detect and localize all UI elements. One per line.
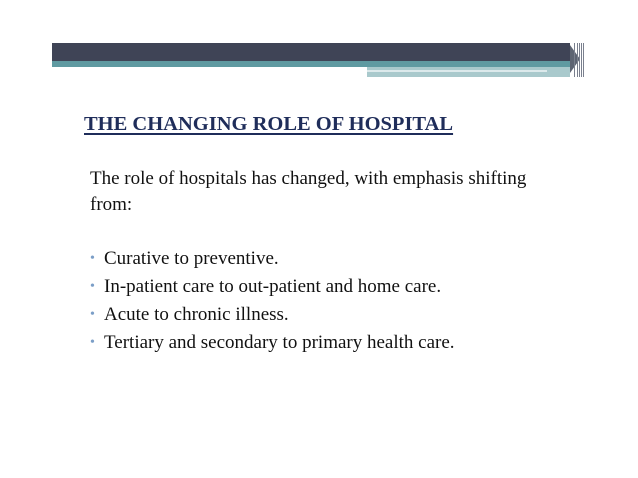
slide-title: THE CHANGING ROLE OF HOSPITAL	[84, 113, 454, 135]
bullet-dot-icon: •	[90, 251, 95, 266]
header-decoration	[52, 43, 584, 77]
bullet-dot-icon: •	[90, 307, 95, 322]
bullet-text: Acute to chronic illness.	[104, 304, 289, 325]
list-item	[90, 301, 455, 329]
header-stripe	[579, 43, 580, 77]
header-stripe	[577, 43, 578, 77]
header-dark-band	[52, 43, 570, 61]
bullet-text: Curative to preventive.	[104, 248, 279, 269]
list-item	[90, 329, 455, 357]
bullet-text: Tertiary and secondary to primary health care.	[104, 332, 455, 353]
bullet-dot-icon: •	[90, 279, 95, 294]
header-stripe	[581, 43, 582, 77]
header-stripe	[583, 43, 584, 77]
header-light-strip	[367, 70, 547, 72]
bullet-text: In-patient care to out-patient and home care.	[104, 276, 442, 297]
header-stripe	[574, 43, 575, 77]
list-item	[90, 273, 455, 301]
bullet-list	[90, 245, 455, 357]
bullet-dot-icon: •	[90, 335, 95, 350]
list-item	[90, 245, 455, 273]
intro-text: The role of hospitals has changed, with emphasis shifting from:	[90, 168, 527, 215]
header-light-band	[367, 67, 570, 77]
